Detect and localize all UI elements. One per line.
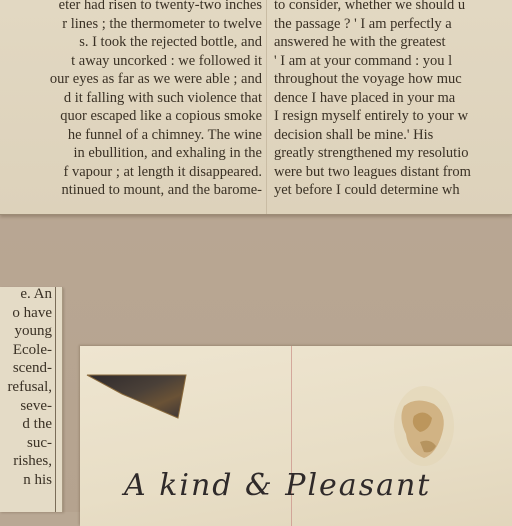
text-line: ntinued to mount, and the barome- xyxy=(61,182,262,198)
ink-stain xyxy=(390,382,470,472)
text-line: eter had risen to twenty-two inches xyxy=(58,0,262,13)
text-line: were but two leagues distant from xyxy=(274,163,471,180)
text-line: s. I took the rejected bottle, and xyxy=(79,34,262,50)
text-line: young xyxy=(14,323,52,340)
text-line: e. An xyxy=(20,287,52,302)
newspaper-clipping-side xyxy=(0,287,63,512)
clipping-right-column xyxy=(274,0,512,200)
text-line: r lines ; the thermometer to twelve xyxy=(62,15,262,32)
handwritten-text: A kind & Pleasant xyxy=(124,468,432,503)
text-line: throughout the voyage how muc xyxy=(274,71,462,87)
side-strip-text xyxy=(0,287,52,490)
text-line: ' I am at your command : you l xyxy=(274,52,453,69)
text-line: quor escaped like a copious smoke xyxy=(60,108,262,124)
wax-seal-fragment xyxy=(86,372,190,428)
column-gutter xyxy=(266,0,267,214)
text-line: d the xyxy=(22,416,52,433)
text-line: the passage ? ' I am perfectly a xyxy=(274,15,452,32)
text-line: he funnel of a chimney. The wine xyxy=(67,126,262,143)
text-line: scend- xyxy=(12,360,52,377)
text-line: I resign myself entirely to your w xyxy=(274,108,469,124)
clipping-left-column xyxy=(0,0,262,200)
text-line: f vapour ; at length it disappeared. xyxy=(63,163,262,180)
text-line: rishes, xyxy=(13,453,52,470)
handwritten-letter xyxy=(80,346,512,526)
text-line: yet before I could determine wh xyxy=(274,182,460,198)
text-line: d it falling with such violence that xyxy=(63,89,262,106)
text-line: answered he with the greatest xyxy=(274,34,446,50)
column-rule xyxy=(55,287,56,512)
text-line: t away uncorked : we followed it xyxy=(71,52,262,69)
text-line: greatly strengthened my resolutio xyxy=(274,145,469,161)
text-line: decision shall be mine.' His xyxy=(274,126,434,143)
text-line: to consider, whether we should u xyxy=(274,0,466,13)
text-line: seve- xyxy=(20,397,52,414)
text-line: our eyes as far as we were able ; and xyxy=(49,71,262,87)
text-line: suc- xyxy=(27,434,52,451)
text-line: o have xyxy=(12,304,52,321)
text-line: refusal, xyxy=(7,378,52,395)
text-line: in ebullition, and exhaling in the xyxy=(73,145,262,161)
text-line: Ecole- xyxy=(12,341,52,358)
text-line: n his xyxy=(23,471,52,488)
text-line: dence I have placed in your ma xyxy=(274,89,456,106)
newspaper-clipping-top xyxy=(0,0,512,215)
